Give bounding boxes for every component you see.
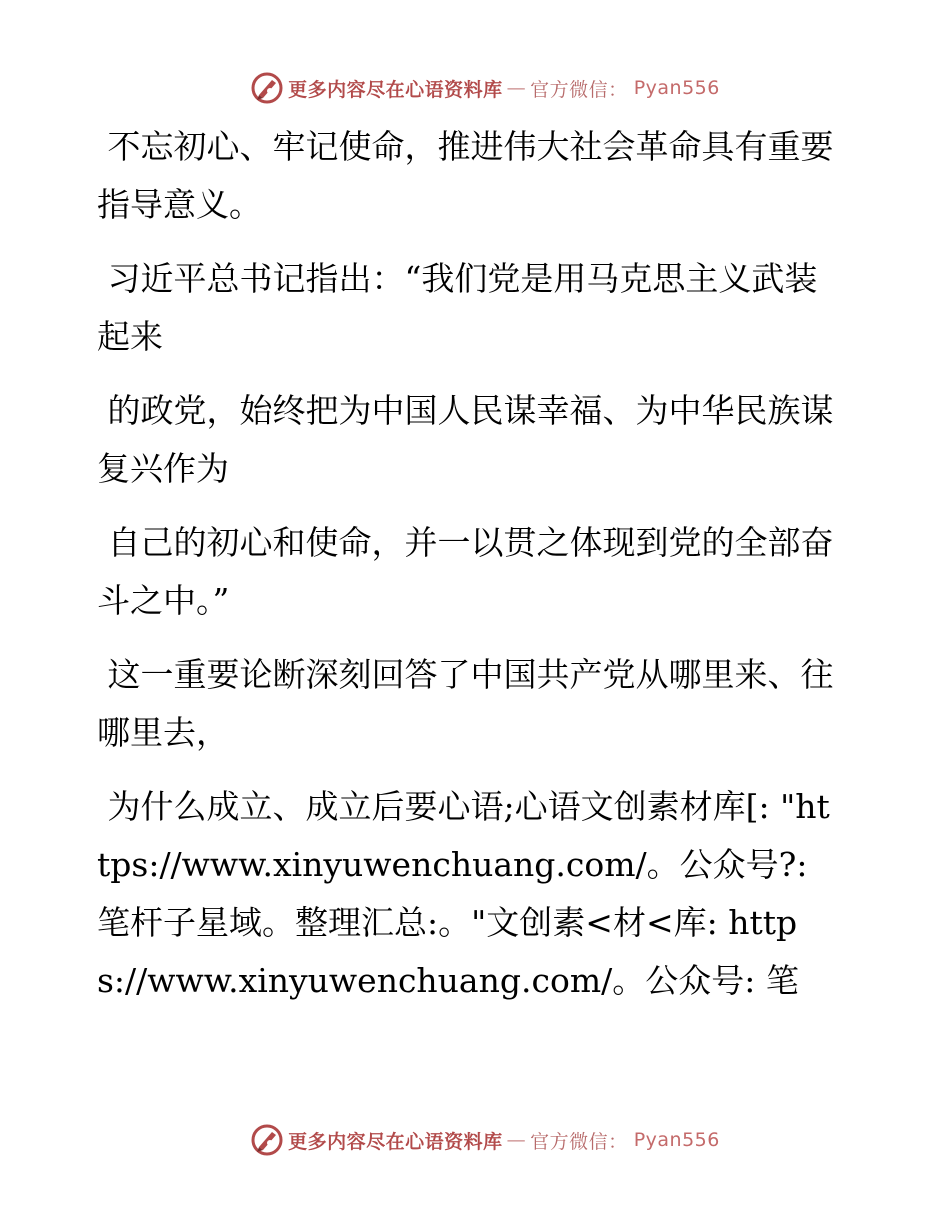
banner-wechat-label: 官方微信： — [530, 78, 628, 101]
footer-watermark-banner — [0, 1120, 950, 1160]
banner-wechat-label: 官方微信： — [530, 1130, 628, 1153]
header-watermark — [250, 71, 720, 105]
document-body — [97, 118, 842, 1010]
banner-dash: — — [506, 1129, 527, 1151]
paragraph: 不忘初心、牢记使命，推进伟大社会革命具有重要指导意义。 — [97, 127, 834, 224]
pen-logo-icon — [250, 71, 284, 105]
banner-wechat-id: Pyan556 — [633, 1129, 720, 1151]
pen-logo-icon — [250, 1123, 284, 1157]
paragraph: 的政党，始终把为中国人民谋幸福、为中华民族谋复兴作为 — [97, 391, 834, 488]
footer-watermark — [250, 1123, 720, 1157]
paragraph: 为什么成立、成立后要心语;心语文创素材库[: "https://www.xinyuwenchuang.com/。公众号?: 笔杆子星域。整理汇总:。"文创素<材<库: https://www.xinyuwenchuang.com/。公众号: 笔 — [97, 787, 830, 1000]
banner-wechat-id: Pyan556 — [633, 77, 720, 99]
paragraph: 这一重要论断深刻回答了中国共产党从哪里来、往哪里去， — [97, 655, 834, 752]
banner-title: 更多内容尽在心语资料库 — [288, 78, 503, 101]
header-watermark-banner — [0, 68, 950, 108]
banner-dash: — — [506, 77, 527, 99]
banner-title: 更多内容尽在心语资料库 — [288, 1130, 503, 1153]
paragraph: 习近平总书记指出：“我们党是用马克思主义武装起来 — [97, 259, 818, 356]
paragraph: 自己的初心和使命，并一以贯之体现到党的全部奋斗之中。” — [97, 523, 834, 620]
